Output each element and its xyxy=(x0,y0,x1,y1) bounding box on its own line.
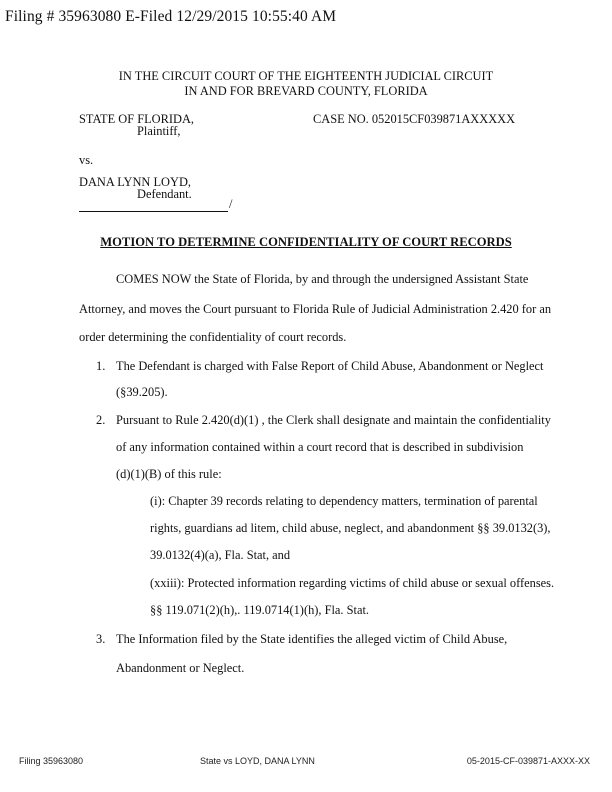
footer-case-style: State vs LOYD, DANA LYNN xyxy=(200,756,315,766)
footer-filing-number: Filing 35963080 xyxy=(19,756,84,766)
intro-line-2: Attorney, and moves the Court pursuant to Florida Rule of Judicial Administration 2.420 for an xyxy=(79,302,552,316)
versus: vs. xyxy=(79,153,94,167)
subsection-i-line-3: 39.0132(4)(a), Fla. Stat, and xyxy=(150,548,291,562)
subsection-i-line-1: (i): Chapter 39 records relating to dependency matters, termination of parental xyxy=(150,494,538,508)
plaintiff-role: Plaintiff, xyxy=(137,124,181,138)
caption-line xyxy=(79,211,228,212)
plaintiff-name: STATE OF FLORIDA, xyxy=(79,112,195,126)
filing-stamp: Filing # 35963080 E-Filed 12/29/2015 10:55:40 AM xyxy=(5,8,337,25)
intro-line-1: COMES NOW the State of Florida, by and through the undersigned Assistant State xyxy=(116,272,529,286)
item-3-line-1: The Information filed by the State identifies the alleged victim of Child Abuse, xyxy=(116,632,508,646)
item-2-line-2: of any information contained within a court record that is described in subdivision xyxy=(116,440,524,454)
item-3-line-2: Abandonment or Neglect. xyxy=(116,661,245,675)
court-name-line-2: IN AND FOR BREVARD COUNTY, FLORIDA xyxy=(184,84,428,98)
item-1-number: 1. xyxy=(96,359,106,373)
defendant-name: DANA LYNN LOYD, xyxy=(79,175,191,189)
item-2-number: 2. xyxy=(96,413,106,427)
subsection-xxiii-line-1: (xxiii): Protected information regarding victims of child abuse or sexual offenses. xyxy=(150,576,555,590)
caption-slash: / xyxy=(229,197,233,211)
item-2-line-3: (d)(1)(B) of this rule: xyxy=(116,467,222,481)
footer-case-number: 05-2015-CF-039871-AXXX-XX xyxy=(466,756,590,766)
motion-title: MOTION TO DETERMINE CONFIDENTIALITY OF COURT RECORDS xyxy=(100,235,512,249)
item-1-line-2: (§39.205). xyxy=(116,385,168,399)
defendant-role: Defendant. xyxy=(137,187,192,201)
case-number: CASE NO. 052015CF039871AXXXXX xyxy=(313,112,516,126)
item-1-line-1: The Defendant is charged with False Report of Child Abuse, Abandonment or Neglect xyxy=(116,359,544,373)
item-3-number: 3. xyxy=(96,632,106,646)
item-2-line-1: Pursuant to Rule 2.420(d)(1) , the Clerk shall designate and maintain the confidentiality xyxy=(116,413,551,427)
intro-line-3: order determining the confidentiality of court records. xyxy=(79,330,347,344)
subsection-xxiii-line-2: §§ 119.071(2)(h),. 119.0714(1)(h), Fla. Stat. xyxy=(150,603,369,617)
subsection-i-line-2: rights, guardians ad litem, child abuse, neglect, and abandonment §§ 39.0132(3), xyxy=(150,521,551,535)
court-name-line-1: IN THE CIRCUIT COURT OF THE EIGHTEENTH JUDICIAL CIRCUIT xyxy=(118,69,494,83)
